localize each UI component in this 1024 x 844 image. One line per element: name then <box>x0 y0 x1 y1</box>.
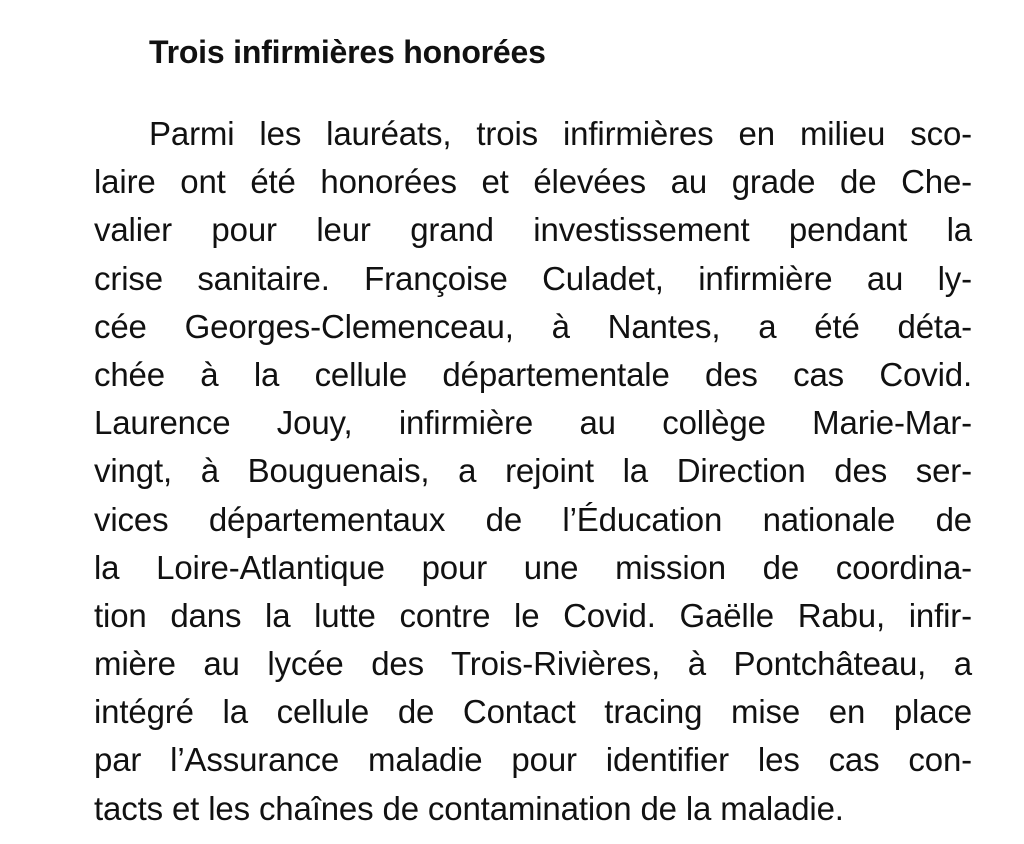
body-line-6: chée à la cellule départementale des cas Covid. <box>94 355 972 393</box>
body-line-2: laire ont été honorées et élevées au grade de Che- <box>94 163 972 201</box>
body-line-10: la Loire-Atlantique pour une mission de coordina- <box>94 548 972 586</box>
body-line-11: tion dans la lutte contre le Covid. Gaëlle Rabu, infir- <box>94 596 972 634</box>
body-line-8: vingt, à Bouguenais, a rejoint la Direction des ser- <box>94 452 972 490</box>
body-line-15: tacts et les chaînes de contamination de la maladie. <box>94 789 844 827</box>
article-body <box>94 110 972 833</box>
body-line-13: intégré la cellule de Contact tracing mise en place <box>94 693 972 731</box>
body-line-9: vices départementaux de l’Éducation nationale de <box>94 500 972 538</box>
body-line-7: Laurence Jouy, infirmière au collège Marie-Mar- <box>94 404 972 442</box>
article-title: Trois infirmières honorées <box>149 34 546 70</box>
body-line-3: valier pour leur grand investissement pendant la <box>94 211 972 249</box>
body-line-1: Parmi les lauréats, trois infirmières en milieu sco- <box>149 115 972 152</box>
article <box>94 28 972 833</box>
body-line-5: cée Georges-Clemenceau, à Nantes, a été déta- <box>94 307 972 345</box>
body-line-12: mière au lycée des Trois-Rivières, à Pontchâteau, a <box>94 645 972 683</box>
body-line-14: par l’Assurance maladie pour identifier les cas con- <box>94 741 972 779</box>
body-line-4: crise sanitaire. Françoise Culadet, infirmière au ly- <box>94 259 972 297</box>
